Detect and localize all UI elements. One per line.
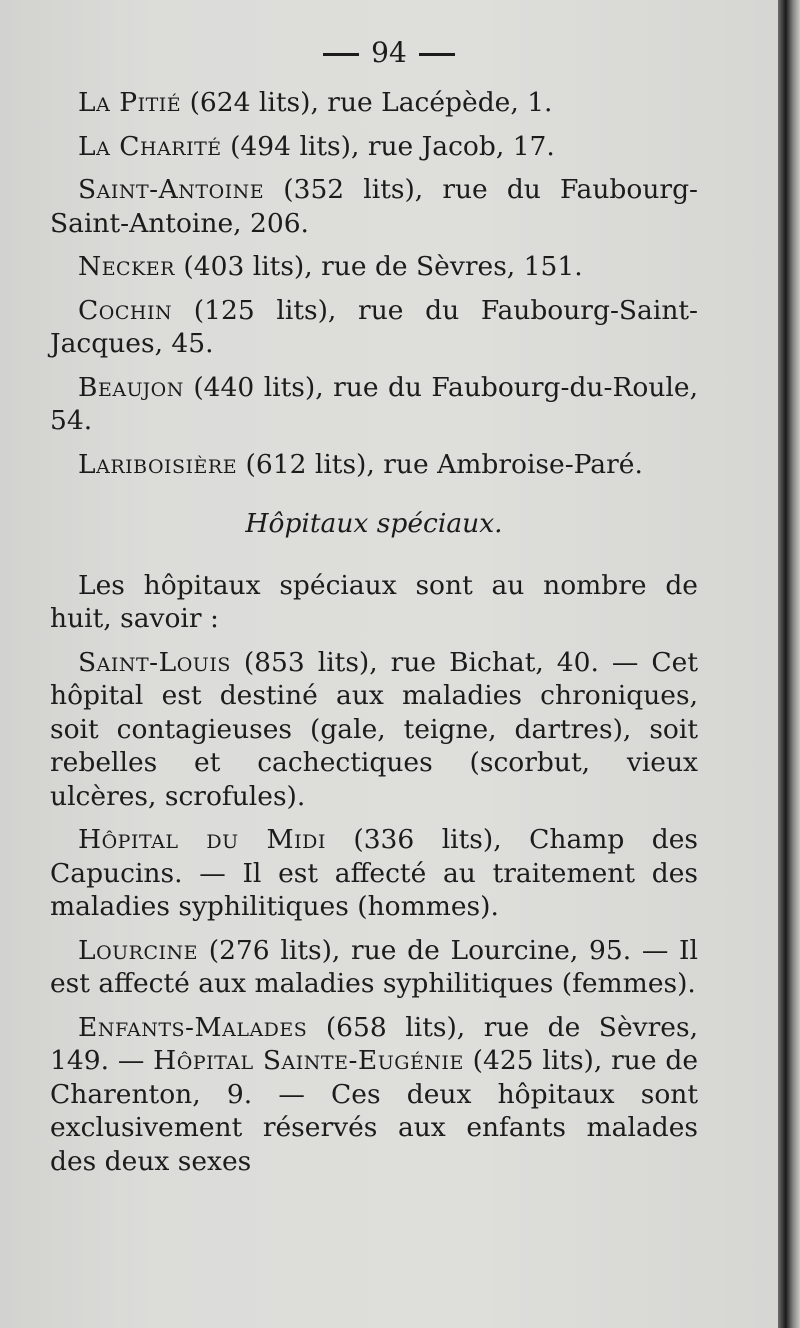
entry-text: (853 lits), rue Bichat, 40. — Cet hôpital est destiné aux maladies chroniques, soit contagieuses (gale, teigne, dartres), soit rebelles et cachectiques (scorbut, vieux ulcères, scrofules). [50, 646, 698, 812]
entry-name: Lariboisière [78, 448, 238, 480]
entry-text: (352 lits), rue du Faubourg-Saint-Antoine, 206. [50, 174, 698, 239]
book-edge [778, 0, 800, 1328]
entry [50, 823, 698, 924]
dash-right [419, 53, 455, 56]
entry-name: Cochin [78, 294, 173, 326]
entry-text: (425 lits), rue de Charenton, 9. — Ces deux hôpitaux sont exclusivement réservés aux enfants malades des deux sexes [50, 1045, 699, 1177]
entry-name: Hôpital du Midi [78, 824, 326, 855]
entry-name: La Pitié [78, 87, 182, 118]
entry-name: La Charité [78, 130, 222, 162]
text-block [50, 86, 698, 1188]
page-number-text: 94 [371, 36, 407, 69]
entry-text: (612 lits), rue Ambroise-Paré. [237, 448, 643, 480]
entry [50, 371, 698, 438]
entry [50, 448, 698, 482]
entry-name: Lourcine [78, 934, 199, 966]
entry-text: (624 lits), rue Lacépède, 1. [181, 87, 553, 118]
entry-name: Necker [78, 251, 175, 282]
section-heading: Hôpitaux spéciaux. [245, 508, 503, 539]
entry [50, 173, 698, 240]
entry [50, 1011, 698, 1179]
entry-name: Saint-Antoine [78, 174, 265, 205]
entry-text: (658 lits), rue de Sèvres, 149. — [50, 1011, 698, 1076]
dash-left [323, 53, 359, 56]
entry-text: (125 lits), rue du Faubourg-Saint-Jacques, 45. [50, 294, 698, 359]
entry-text: (276 lits), rue de Lourcine, 95. — Il est affecté aux maladies syphilitiques (femmes). [50, 934, 698, 999]
entry [50, 646, 698, 814]
intro-paragraph: Les hôpitaux spéciaux sont au nombre de huit, savoir : [50, 569, 698, 634]
entry-text: (494 lits), rue Jacob, 17. [221, 130, 555, 162]
page-number [0, 36, 778, 69]
entry [50, 294, 698, 361]
entry-text: (403 lits), rue de Sèvres, 151. [174, 251, 583, 282]
entry [50, 86, 698, 120]
entry-name: Enfants-Malades [78, 1011, 308, 1043]
entry [50, 250, 698, 284]
entry-name: Hôpital Sainte-Eugénie [153, 1045, 464, 1076]
entry [50, 130, 698, 164]
entry-text: (440 lits), rue du Faubourg-du-Roule, 54. [50, 371, 698, 436]
entry [50, 934, 698, 1001]
entry-name: Saint-Louis [78, 646, 231, 678]
entry-text: (336 lits), Champ des Capucins. — Il est affecté au traitement des maladies syphilitiques (hommes). [50, 824, 699, 922]
entry-name: Beaujon [78, 371, 184, 403]
